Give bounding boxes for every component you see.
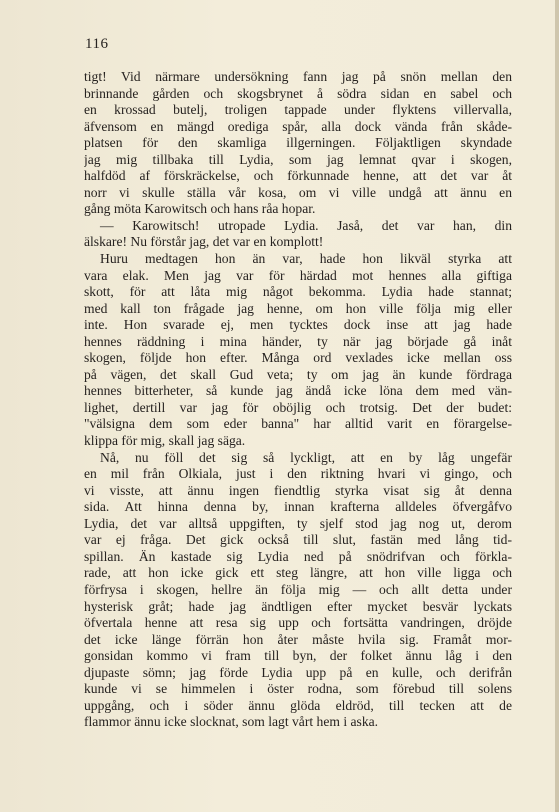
text-line: tigt! Vid närmare undersökning fann jag på snön mellan den: [84, 69, 512, 84]
text-line: norr vi skulle ställa vår kosa, om vi ville undgå att ännu en: [84, 184, 512, 200]
text-line: flammor ännu icke slocknat, som lagt vårt hem i aska.: [84, 714, 379, 730]
text-line: spillan. Än kastade sig Lydia ned på snödrifvan och förkla-: [84, 548, 512, 564]
text-line: "välsigna dem som eder banna" har alltid varit en förargelse-: [84, 416, 512, 432]
text-line: på vägen, det skall Gud veta; ty om jag än kunde fördraga: [84, 366, 512, 382]
text-line: en krossad butelj, troligen tappade under flyktens villervalla,: [84, 102, 512, 118]
text-line: var ej fråga. Det gick också till slut, fastän med lång tid-: [84, 532, 512, 548]
text-line: hennes räddning i mina händer, ty när jag började gå inåt: [84, 333, 512, 349]
text-line: hysterisk gråt; hade jag ändtligen efter mycket besvär lyckats: [84, 598, 512, 614]
text-line: rade, att hon icke gick ett steg längre, att hon ville ligga och: [84, 565, 512, 581]
text-line: gång möta Karowitsch och hans råa hopar.: [84, 201, 316, 217]
text-line: skogen, följde hon efter. Många ord vexlades icke mellan oss: [84, 350, 512, 366]
text-line: vara elak. Men jag var för härdad mot hennes alla giftiga: [84, 267, 512, 283]
page-edge: [555, 0, 559, 812]
text-line: — Karowitsch! utropade Lydia. Jaså, det var han, din: [100, 217, 512, 233]
text-line: jag mig tillbaka till Lydia, som jag lemnat qvar i skogen,: [84, 151, 512, 167]
text-line: uppgång, och i söder ännu glöda eldröd, till tecken att de: [84, 697, 512, 713]
text-line: det icke länge förrän hon åter måste hvila sig. Framåt mor-: [84, 631, 512, 647]
text-line: kunde vi se himmelen i öster rodna, som förebud till solens: [84, 681, 512, 697]
text-line: platsen för den skamliga illgerningen. Följaktligen skyndade: [84, 135, 512, 151]
page-number: 116: [85, 36, 109, 52]
text-line: Lydia, det var alltså uppgiften, ty sjelf stod jag nog ut, derom: [84, 515, 512, 531]
text-line: förfrysa i skogen, hellre än följa mig — och allt detta under: [84, 581, 512, 597]
text-line: öfvertala henne att resa sig upp och fortsätta vandringen, dröjde: [84, 615, 512, 631]
text-line: hennes bitterheter, så kunde jag ändå icke löna dem med vän-: [84, 383, 512, 399]
body-text: [84, 69, 512, 731]
text-line: lighet, dertill var jag för oböjlig och trotsig. Det der budet:: [84, 399, 512, 415]
text-line: djupaste sömn; jag förde Lydia upp på en kulle, och derifrån: [84, 664, 512, 680]
text-line: sida. Att hinna denna by, innan krafterna alldeles öfvergåfvo: [84, 499, 512, 515]
text-line: gonsidan kommo vi fram till byn, der folket ännu låg i den: [84, 648, 512, 664]
text-line: halfdöd af förskräckelse, och förkunnade henne, att det var åt: [84, 168, 512, 184]
text-line: med kall ton frågade jag henne, om hon ville följa mig eller: [84, 300, 512, 316]
text-line: äfvensom en mängd orediga spår, alla dock vända från skåde-: [84, 118, 512, 134]
text-line: Nå, nu föll det sig så lyckligt, att en by låg ungefär: [100, 449, 512, 465]
text-line: Huru medtagen hon än var, hade hon likväl styrka att: [100, 251, 512, 267]
text-line: vi visste, att ännu ingen fiendtlig styrka visat sig åt denna: [84, 482, 512, 498]
text-line: en mil från Olkiala, just i den riktning hvari vi gingo, och: [84, 466, 512, 482]
text-line: brinnande gården och skogsbrynet å södra sidan en sabel och: [84, 85, 512, 101]
text-line: inte. Hon svarade ej, men tycktes dock inse att jag hade: [84, 317, 512, 333]
text-line: älskare! Nu förstår jag, det var en komplott!: [84, 234, 324, 250]
text-line: skott, för att låta mig något bekomma. Lydia hade stannat;: [84, 284, 512, 300]
text-line: klippa för mig, skall jag säga.: [84, 433, 246, 449]
